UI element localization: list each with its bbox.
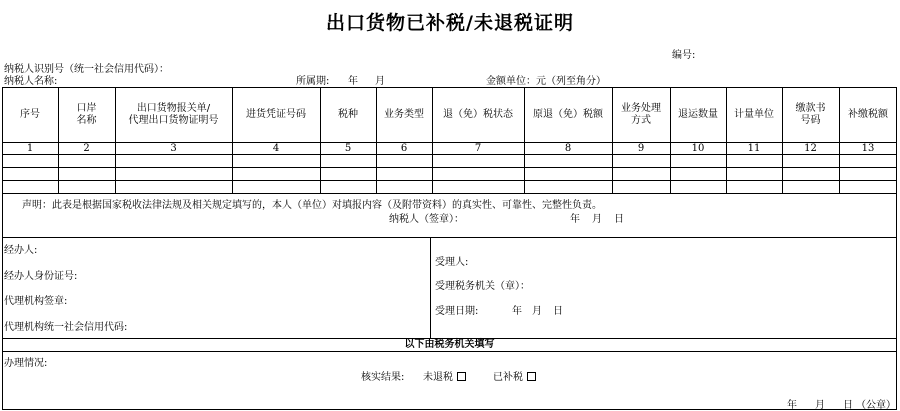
col-header-purchase-voucher: 进货凭证号码	[246, 108, 306, 120]
col-number: 7	[474, 142, 482, 154]
serial-number-label: 编号:	[672, 50, 696, 61]
taxpayer-name-label: 纳税人名称:	[4, 76, 58, 87]
col-number: 1	[26, 142, 34, 154]
bottom-month: 月	[815, 400, 825, 411]
col-number: 9	[637, 142, 645, 154]
form-title: 出口货物已补税/未退税证明	[326, 12, 574, 34]
taxpayer-id-label: 纳税人识别号（统一社会信用代码）：	[4, 64, 169, 75]
col-number: 11	[747, 142, 761, 154]
handling-label: 办理情况:	[4, 358, 48, 369]
col-header-port: 口岸 名称	[76, 102, 97, 126]
option-tax-paid[interactable]	[493, 368, 536, 383]
col-header-return-qty: 退运数量	[678, 108, 718, 120]
col-header-business-type: 业务类型	[384, 108, 424, 120]
option-tax-paid-label: 已补税	[493, 372, 523, 383]
receive-day: 日	[553, 306, 563, 317]
col-header-unit: 计量单位	[734, 108, 774, 120]
option-not-refunded[interactable]	[423, 368, 466, 383]
checkbox-tax-paid[interactable]	[527, 372, 536, 381]
declaration-text: 声明：此表是根据国家税收法律法规及相关规定填写的，本人（单位）对填报内容（及附带资料）的真实性、可靠性、完整性负责。	[22, 200, 602, 211]
receive-date-label: 受理日期:	[435, 306, 479, 317]
verify-label: 核实结果:	[361, 372, 405, 383]
row-divider	[2, 351, 897, 352]
bottom-year: 年	[787, 400, 797, 411]
col-number: 10	[691, 142, 705, 154]
col-header-seq: 序号	[20, 108, 40, 120]
col-header-original-refund: 原退（免）税额	[533, 108, 603, 120]
receiver-label: 受理人:	[435, 257, 469, 268]
row-divider	[2, 167, 897, 168]
taxpayer-signature-label: 纳税人（签章）：	[389, 214, 464, 225]
handler-id-label: 经办人身份证号:	[4, 271, 78, 282]
amount-unit-label: 金额单位：元（列至角分）	[486, 76, 606, 87]
declaration-year: 年	[570, 214, 580, 225]
period-year: 年	[348, 76, 358, 87]
declaration-month: 月	[592, 214, 602, 225]
col-header-declaration-no: 出口货物报关单/ 代理出口货物证明号	[128, 102, 219, 126]
col-number: 5	[344, 142, 352, 154]
receive-year: 年	[512, 306, 522, 317]
col-header-supplementary-tax: 补缴税额	[848, 108, 888, 120]
col-number: 4	[272, 142, 280, 154]
tax-office-label: 受理税务机关（章）：	[435, 281, 530, 292]
col-header-tax-type: 税种	[338, 108, 358, 120]
col-header-processing-method: 业务处理 方式	[621, 102, 661, 126]
period-label: 所属期:	[296, 76, 330, 87]
period-month: 月	[375, 76, 385, 87]
col-header-payment-no: 缴款书 号码	[795, 102, 826, 126]
col-number: 6	[400, 142, 408, 154]
agency-seal-label: 代理机构签章:	[4, 296, 68, 307]
block-divider	[430, 237, 431, 338]
tax-office-section-header: 以下由税务机关填写	[404, 338, 495, 350]
col-number: 13	[861, 142, 875, 154]
receive-month: 月	[532, 306, 542, 317]
row-divider	[2, 154, 897, 155]
agency-credit-code-label: 代理机构统一社会信用代码:	[4, 322, 128, 333]
handler-label: 经办人:	[4, 245, 38, 256]
col-header-refund-status: 退（免）税状态	[443, 108, 513, 120]
official-seal-label: （公章）	[856, 400, 896, 411]
checkbox-not-refunded[interactable]	[457, 372, 466, 381]
col-number: 3	[170, 142, 177, 154]
bottom-day: 日	[843, 400, 853, 411]
row-divider	[2, 180, 897, 181]
row-divider	[2, 237, 897, 238]
declaration-day: 日	[614, 214, 624, 225]
col-number: 12	[804, 142, 817, 154]
col-number: 8	[564, 142, 572, 154]
col-number: 2	[83, 142, 90, 154]
row-divider	[2, 193, 897, 194]
option-not-refunded-label: 未退税	[423, 372, 453, 383]
